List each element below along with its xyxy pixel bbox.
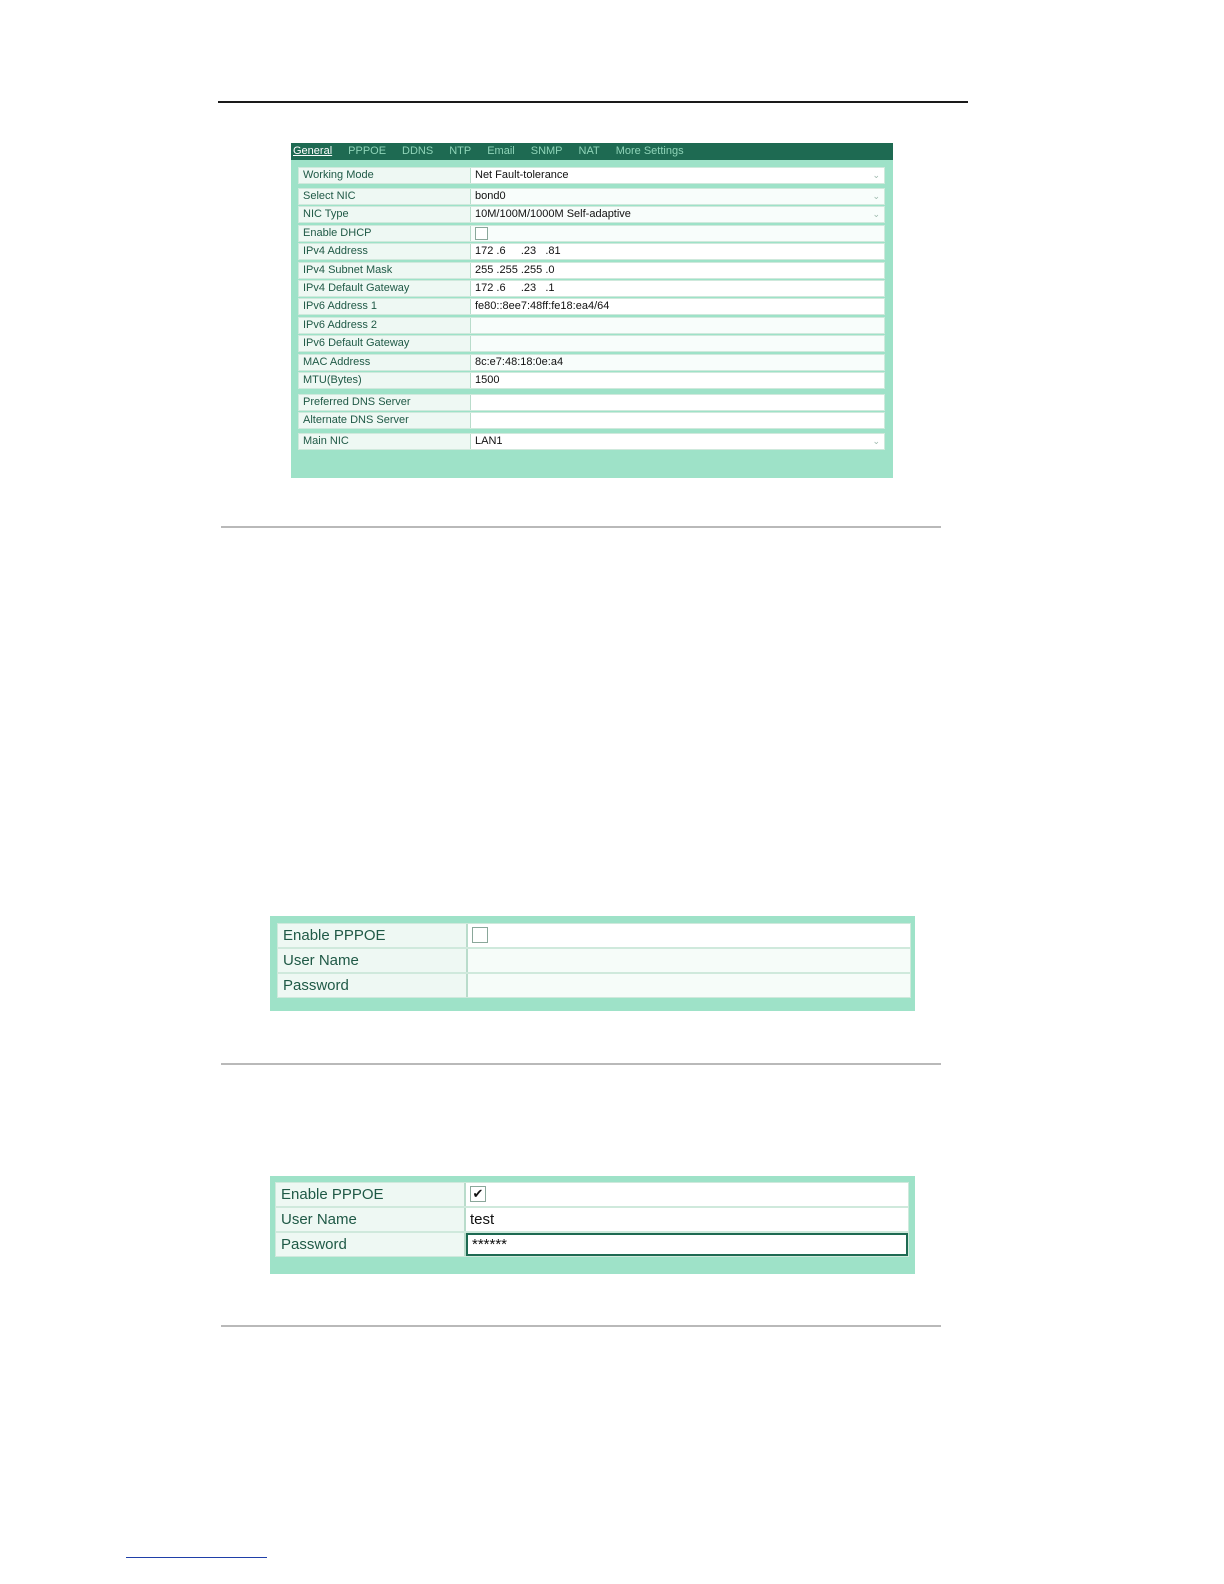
enable-pppoe-row: [277, 923, 911, 948]
alternate-dns-row: [298, 412, 885, 429]
main-nic-value: LAN1: [475, 435, 503, 447]
tab-general[interactable]: General: [293, 145, 333, 157]
nic-type-row: [298, 206, 885, 223]
password-label: Password: [278, 974, 468, 997]
mac-address-label: MAC Address: [299, 355, 471, 370]
pppoe-settings-panel-empty: [270, 916, 915, 1011]
enable-dhcp-row: [298, 225, 885, 242]
ipv4-address-row: [298, 243, 885, 260]
pppoe-form: [275, 1182, 909, 1257]
ipv4-gateway-row: [298, 280, 885, 297]
ipv6-address-1-row: [298, 298, 885, 315]
pppoe-form: [277, 923, 911, 998]
pppoe-settings-panel-filled: [270, 1176, 915, 1274]
preferred-dns-row: [298, 394, 885, 411]
tab-nat[interactable]: NAT: [578, 145, 600, 157]
enable-pppoe-label: Enable PPPOE: [276, 1183, 466, 1206]
select-nic-value: bond0: [475, 190, 506, 202]
ipv4-gateway-label: IPv4 Default Gateway: [299, 281, 471, 296]
working-mode-select[interactable]: [471, 168, 884, 183]
ipv4-subnet-mask-field[interactable]: 255 .255 .255 .0: [471, 263, 884, 278]
alternate-dns-field[interactable]: [471, 413, 884, 428]
ipv4-address-label: IPv4 Address: [299, 244, 471, 259]
ipv4-address-field[interactable]: 172 .6 .23 .81: [471, 244, 884, 259]
footnote-rule: [126, 1557, 267, 1558]
tab-ddns[interactable]: DDNS: [402, 145, 434, 157]
tab-ntp[interactable]: NTP: [449, 145, 472, 157]
password-field[interactable]: [468, 974, 910, 997]
ipv6-address-2-field[interactable]: [471, 318, 884, 333]
ipv6-gateway-label: IPv6 Default Gateway: [299, 336, 471, 351]
nic-type-select[interactable]: [471, 207, 884, 222]
ipv6-gateway-row: [298, 335, 885, 352]
user-name-row: [277, 948, 911, 973]
preferred-dns-field[interactable]: [471, 395, 884, 410]
mac-address-row: [298, 354, 885, 371]
tab-email[interactable]: Email: [487, 145, 515, 157]
header-rule: [218, 101, 968, 103]
password-field[interactable]: ******: [466, 1233, 908, 1256]
user-name-label: User Name: [276, 1208, 466, 1231]
password-row: [275, 1232, 909, 1257]
alternate-dns-label: Alternate DNS Server: [299, 413, 471, 428]
main-nic-label: Main NIC: [299, 434, 471, 449]
user-name-row: [275, 1207, 909, 1232]
enable-dhcp-label: Enable DHCP: [299, 226, 471, 241]
select-nic-label: Select NIC: [299, 189, 471, 204]
mac-address-value: 8c:e7:48:18:0e:a4: [471, 355, 884, 370]
ipv6-address-1-label: IPv6 Address 1: [299, 299, 471, 314]
enable-dhcp-checkbox[interactable]: [475, 227, 488, 240]
mtu-field[interactable]: 1500: [471, 373, 884, 388]
select-nic-select[interactable]: [471, 189, 884, 204]
section-divider: [221, 526, 941, 528]
enable-pppoe-cell: [468, 924, 910, 947]
enable-pppoe-label: Enable PPPOE: [278, 924, 468, 947]
tab-more-settings[interactable]: More Settings: [615, 145, 684, 157]
nic-settings-group: [298, 167, 885, 390]
ipv4-gateway-field[interactable]: 172 .6 .23 .1: [471, 281, 884, 296]
ipv6-address-2-row: [298, 317, 885, 334]
ipv6-gateway-field[interactable]: [471, 336, 884, 351]
password-row: [277, 973, 911, 998]
working-mode-value: Net Fault-tolerance: [475, 169, 569, 181]
dns-settings-group: [298, 394, 885, 431]
enable-pppoe-checkbox[interactable]: ✔: [470, 1186, 486, 1202]
user-name-field[interactable]: test: [466, 1208, 908, 1231]
ipv6-address-1-field[interactable]: fe80::8ee7:48ff:fe18:ea4/64: [471, 299, 884, 314]
working-mode-label: Working Mode: [299, 168, 471, 183]
chevron-down-icon: ⌄: [872, 191, 880, 201]
tab-pppoe[interactable]: PPPOE: [348, 145, 387, 157]
network-settings-panel: [291, 143, 893, 478]
user-name-field[interactable]: [468, 949, 910, 972]
ipv4-subnet-mask-row: [298, 262, 885, 279]
mtu-label: MTU(Bytes): [299, 373, 471, 388]
chevron-down-icon: ⌄: [872, 170, 880, 180]
section-divider: [221, 1063, 941, 1065]
nic-type-value: 10M/100M/1000M Self-adaptive: [475, 208, 631, 221]
enable-dhcp-cell: [471, 226, 884, 241]
main-nic-group: [298, 433, 885, 451]
password-label: Password: [276, 1233, 466, 1256]
enable-pppoe-cell: [466, 1183, 908, 1206]
ipv4-subnet-mask-label: IPv4 Subnet Mask: [299, 263, 471, 278]
chevron-down-icon: ⌄: [872, 436, 880, 446]
main-nic-select[interactable]: [471, 434, 884, 449]
ipv6-address-2-label: IPv6 Address 2: [299, 318, 471, 333]
enable-pppoe-row: [275, 1182, 909, 1207]
select-nic-row: [298, 188, 885, 205]
working-mode-row: [298, 167, 885, 184]
chevron-down-icon: ⌄: [872, 209, 880, 220]
section-divider: [221, 1325, 941, 1327]
main-nic-row: [298, 433, 885, 450]
mtu-row: [298, 372, 885, 389]
network-tab-bar: [291, 143, 893, 160]
preferred-dns-label: Preferred DNS Server: [299, 395, 471, 410]
nic-type-label: NIC Type: [299, 207, 471, 222]
tab-snmp[interactable]: SNMP: [530, 145, 563, 157]
enable-pppoe-checkbox[interactable]: [472, 927, 488, 943]
user-name-label: User Name: [278, 949, 468, 972]
